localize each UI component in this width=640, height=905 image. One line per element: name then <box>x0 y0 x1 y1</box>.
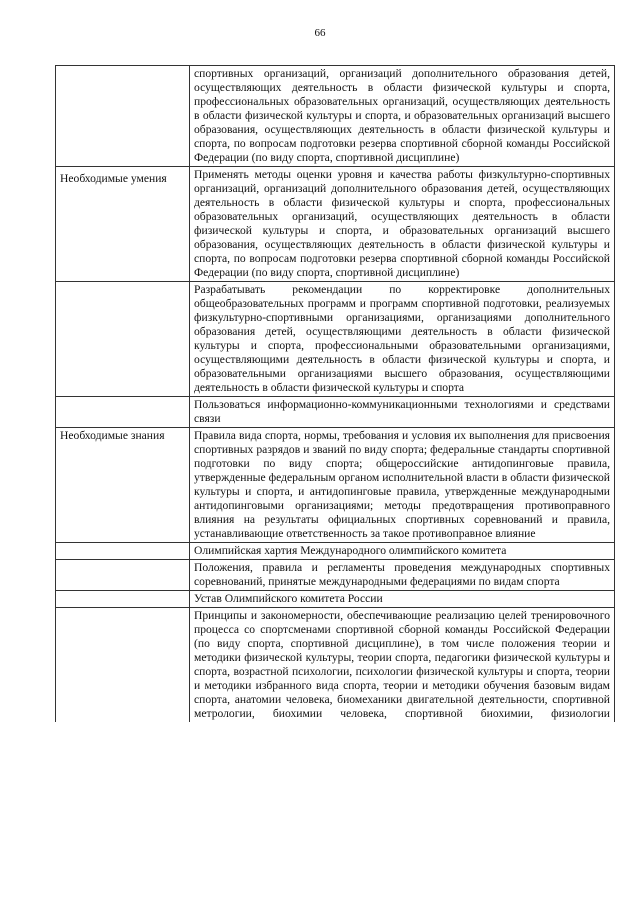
qualification-table <box>55 65 615 722</box>
table-row <box>56 167 615 282</box>
row-label: Необходимые умения <box>56 167 190 282</box>
row-label <box>56 608 190 723</box>
table-row <box>56 560 615 591</box>
row-text: Олимпийская хартия Международного олимпийского комитета <box>190 543 615 560</box>
row-text: Применять методы оценки уровня и качества работы физкультурно-спортивных организаций, организаций дополнительного образования детей, осуществляющих деятельность в области физической культуры и спорта, профессиональных образовательных организаций, осуществляющих деятельность в области физической культуры и спорта, и образовательных организаций высшего образования, осуществляющих деятельность в области физической культуры и спорта, по вопросам подготовки резерва спортивной сборной команды Российской Федерации (по виду спорта, спортивной дисциплине) <box>190 167 615 282</box>
table-row <box>56 428 615 543</box>
row-text: Пользоваться информационно-коммуникационными технологиями и средствами связи <box>190 397 615 428</box>
row-label <box>56 591 190 608</box>
row-label <box>56 66 190 167</box>
row-label <box>56 543 190 560</box>
row-text: Правила вида спорта, нормы, требования и условия их выполнения для присвоения спортивных разрядов и званий по виду спорта; федеральные стандарты спортивной подготовки по виду спорта; общероссийские антидопинговые правила, утвержденные федеральным органом исполнительной власти в области физической культуры и спорта, и антидопинговые правила, утвержденные международными антидопинговыми организациями; методы предотвращения противоправного влияния на результаты официальных спортивных соревнований и правила, устанавливающие ответственность за такое противоправное влияние <box>190 428 615 543</box>
table-row <box>56 282 615 397</box>
table-row <box>56 591 615 608</box>
row-label <box>56 560 190 591</box>
row-text: Положения, правила и регламенты проведения международных спортивных соревнований, принятые международными федерациями по видам спорта <box>190 560 615 591</box>
table-row <box>56 397 615 428</box>
row-label <box>56 282 190 397</box>
table-row <box>56 543 615 560</box>
table-row <box>56 608 615 723</box>
row-label: Необходимые знания <box>56 428 190 543</box>
table-row <box>56 66 615 167</box>
row-text: Разрабатывать рекомендации по корректировке дополнительных общеобразовательных программ и программ спортивной подготовки, реализуемых физкультурно-спортивными организациями, организациями дополнительного образования детей, осуществляющими деятельность в области физической культуры и спорта, профессиональными образовательными организациями, осуществляющими деятельность в области физической культуры и спорта, и образовательными организациями высшего образования, осуществляющими деятельность в области физической культуры и спорта <box>190 282 615 397</box>
row-text: Принципы и закономерности, обеспечивающие реализацию целей тренировочного процесса со спортсменами спортивной сборной команды Российской Федерации (по виду спорта, спортивной дисциплине), в том числе положения теории и методики физической культуры, теории спорта, педагогики физической культуры и спорта, возрастной психологии, психологии физической культуры и спорта, теории и методики избранного вида спорта, теории и методики обучения базовым видам спорта, анатомии человека, биомеханики двигательной деятельности, спортивной метрологии, биохимии человека, спортивной биохимии, физиологии <box>190 608 615 723</box>
row-text: спортивных организаций, организаций дополнительного образования детей, осуществляющих деятельность в области физической культуры и спорта, профессиональных образовательных организаций, осуществляющих деятельность в области физической культуры и спорта, и образовательных организаций высшего образования, осуществляющих деятельность в области физической культуры и спорта, по вопросам подготовки резерва спортивной сборной команды Российской Федерации (по виду спорта, спортивной дисциплине) <box>190 66 615 167</box>
page-number: 66 <box>314 27 326 39</box>
row-label <box>56 397 190 428</box>
row-text: Устав Олимпийского комитета России <box>190 591 615 608</box>
